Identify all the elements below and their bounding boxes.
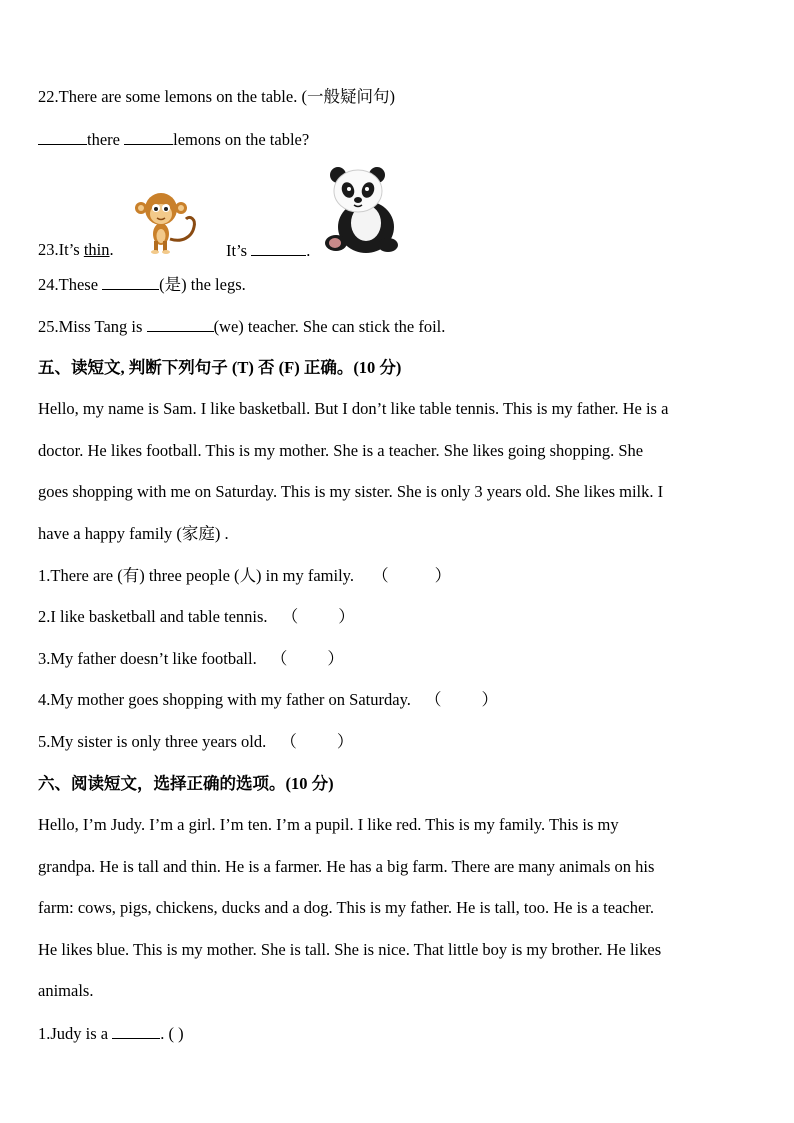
item-text: 2.I like basketball and table tennis. bbox=[38, 607, 268, 626]
question-23-underlined-word: thin bbox=[83, 240, 110, 259]
answer-blank bbox=[147, 316, 214, 332]
question-23-answer bbox=[226, 240, 310, 261]
question-23-end: . bbox=[306, 241, 311, 260]
section-5-item bbox=[38, 732, 353, 752]
question-23-prefix: 23.It’s bbox=[38, 240, 84, 259]
section-5-passage-line: Hello, my name is Sam. I like basketball. But I don’t like table tennis. This is my father. He is a bbox=[38, 399, 669, 418]
section-5-passage-line: have a happy family (家庭) . bbox=[38, 524, 229, 543]
item-text: 4.My mother goes shopping with my father on Saturday. bbox=[38, 690, 411, 709]
question-23 bbox=[38, 240, 114, 260]
answer-bracket[interactable]: （ ） bbox=[425, 690, 499, 709]
question-25-prefix: 25.Miss Tang is bbox=[38, 317, 143, 336]
question-23-suffix: . bbox=[109, 240, 114, 259]
question-24 bbox=[38, 274, 246, 295]
question-text: 1.Judy is a bbox=[38, 1024, 109, 1043]
question-25-suffix: (we) teacher. She can stick the foil. bbox=[213, 317, 446, 336]
panda-image bbox=[322, 161, 404, 255]
section-6-passage-line: farm: cows, pigs, chickens, ducks and a dog. This is my father. He is tall, too. He is a teacher. bbox=[38, 898, 655, 917]
question-25 bbox=[38, 316, 445, 337]
answer-bracket[interactable]: （ ） bbox=[270, 649, 344, 668]
answer-blank bbox=[102, 274, 159, 290]
item-text: 3.My father doesn’t like football. bbox=[38, 649, 257, 668]
section-5-passage-line: goes shopping with me on Saturday. This is my sister. She is only 3 years old. She likes milk. I bbox=[38, 482, 664, 501]
question-suffix: . ( ) bbox=[160, 1024, 184, 1043]
section-5-item bbox=[38, 607, 355, 627]
section-5-item bbox=[38, 690, 498, 710]
question-24-prefix: 24.These bbox=[38, 275, 99, 294]
section-6-title: 六、阅读短文，选择正确的选项。(10 分) bbox=[38, 774, 334, 793]
section-5-title: 五、读短文, 判断下列句子 (T) 否 (F) 正确。(10 分) bbox=[38, 358, 402, 377]
section-6-passage-line: Hello, I’m Judy. I’m a girl. I’m ten. I’m a pupil. I like red. This is my family. This is my bbox=[38, 815, 619, 834]
answer-bracket[interactable]: （ ） bbox=[280, 732, 354, 751]
answer-blank bbox=[124, 129, 173, 145]
section-5-passage-line: doctor. He likes football. This is my mother. She is a teacher. She likes going shopping. She bbox=[38, 441, 644, 460]
question-22-prompt: 22.There are some lemons on the table. (一般疑问句) bbox=[38, 87, 395, 106]
answer-blank bbox=[251, 240, 306, 256]
answer-blank bbox=[38, 129, 87, 145]
section-6-question-1 bbox=[38, 1023, 184, 1044]
answer-word: there bbox=[87, 130, 120, 149]
answer-bracket[interactable]: （ ） bbox=[372, 566, 452, 585]
section-5-item bbox=[38, 649, 344, 669]
item-text: 5.My sister is only three years old. bbox=[38, 732, 267, 751]
item-text: 1.There are (有) three people (人) in my family. bbox=[38, 566, 354, 585]
section-6-passage-line: He likes blue. This is my mother. She is tall. She is nice. That little boy is my brother. He likes bbox=[38, 940, 662, 959]
section-5-item bbox=[38, 566, 451, 586]
question-22-answer-line bbox=[38, 129, 309, 150]
answer-bracket[interactable]: （ ） bbox=[281, 607, 355, 626]
section-6-passage-line: animals. bbox=[38, 981, 94, 1000]
monkey-image bbox=[130, 191, 206, 255]
section-6-passage-line: grandpa. He is tall and thin. He is a farmer. He has a big farm. There are many animals on his bbox=[38, 857, 655, 876]
answer-blank bbox=[112, 1023, 160, 1039]
answer-rest: lemons on the table? bbox=[173, 130, 310, 149]
question-23-answer-prefix: It’s bbox=[226, 241, 248, 260]
question-24-suffix: (是) the legs. bbox=[159, 275, 246, 294]
